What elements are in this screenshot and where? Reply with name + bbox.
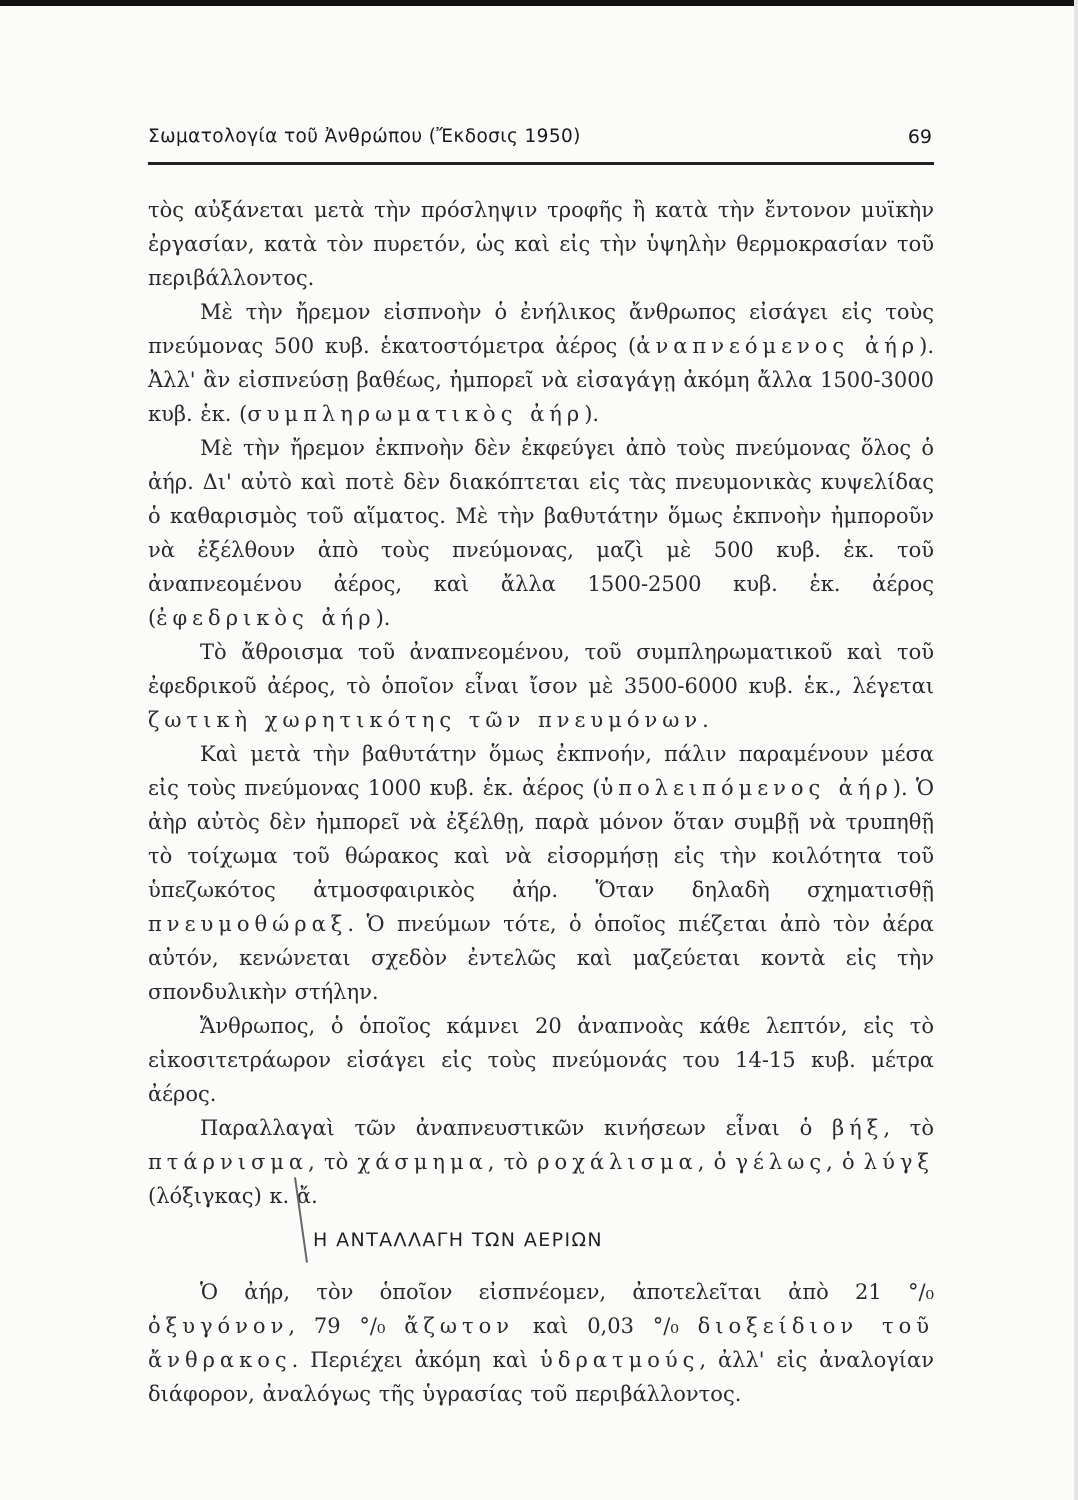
term-hiccup: λύγξ [863,1150,934,1174]
paragraph-vital-capacity: Τὸ ἄθροισμα τοῦ ἀναπνεομένου, τοῦ συμπληρωματικοῦ καὶ τοῦ ἐφεδρικοῦ ἀέρος, τὸ ὁποῖον εἶναι ἴσον μὲ 3500-6000 κυβ. ἑκ., λέγεται ζωτικὴ χωρητικότης τῶν πνευμόνων. [148,640,934,732]
term-yawn: χάσμημα [357,1150,488,1174]
paragraph-daily-volume: Ἄνθρωπος, ὁ ὁποῖος κάμνει 20 ἀναπνοὰς κάθε λεπτόν, εἰς τὸ εἰκοσιτετράωρον εἰσάγει εἰς τοὺς πνεύμονάς του 14-15 κυβ. μέτρα ἀέρος. [148,1014,934,1106]
paragraph-residual-air: Καὶ μετὰ τὴν βαθυτάτην ὅμως ἐκπνοήν, πάλιν παραμένουν μέσα εἰς τοὺς πνεύμονας 1000 κυβ. ἑκ. ἀέρος (ὑπολειπόμενος ἀήρ). Ὁ ἀὴρ αὐτὸς δὲν ἠμπορεῖ νὰ ἐξέλθῃ, παρὰ μόνον ὅταν συμβῇ νὰ τρυπηθῇ τὸ τοίχωμα τοῦ θώρακος καὶ νὰ εἰσορμήσῃ εἰς τὴν κοιλότητα τοῦ ὑπεζωκότος ἀτμοσφαιρικὸς ἀήρ. Ὅταν δηλαδὴ σχηματισθῇ πνευμοθώραξ. Ὁ πνεύμων τότε, ὁ ὁποῖος πιέζεται ἀπὸ τὸν ἀέρα αὐτόν, κενώνεται σχεδὸν ἐντελῶς καὶ μαζεύεται κοντὰ εἰς τὴν σπονδυλικὴν στήλην. [148,742,935,1004]
term-snore: ροχάλισμα [537,1150,698,1174]
term-cough: βήξ [832,1116,884,1140]
page-top-edge [0,0,1078,6]
term-tidal-air: ἀναπνεόμενος ἀήρ [636,334,920,358]
paragraph-exhalation: Μὲ τὴν ἤρεμον ἐκπνοὴν δὲν ἐκφεύγει ἀπὸ τοὺς πνεύμονας ὅλος ὁ ἀήρ. Δι' αὐτὸ καὶ ποτὲ δὲν διακόπτεται εἰς τὰς πνευμονικὰς κυψελίδας ὁ καθαρισμὸς τοῦ αἵματος. Μὲ τὴν βαθυτάτην ὅμως ἐκπνοὴν ἠμποροῦν νὰ ἐξέλθουν ἀπὸ τοὺς πνεύμονας, μαζὶ μὲ 500 κυβ. ἑκ. τοῦ ἀναπνεομένου ἀέρος, καὶ ἄλλα 1500-2500 κυβ. ἑκ. ἀέρος (ἐφεδρικὸς ἀήρ). [148,436,934,630]
section-heading: Η ΑΝΤΑΛΛΑΓΗ ΤΩΝ ΑΕΡΙΩΝ [313,1229,604,1251]
term-laugh: γέλως [735,1150,827,1174]
term-nitrogen: ἄζωτον [404,1314,514,1338]
section-heading-block [148,1221,934,1269]
term-carbon-dioxide: διοξείδιον τοῦ ἄνθρακος [148,1314,934,1372]
paragraph-variations: Παραλλαγαὶ τῶν ἀναπνευστικῶν κινήσεων εἶναι ὁ βήξ, τὸ πτάρνισμα, τὸ χάσμημα, τὸ ροχάλισμα, ὁ γέλως, ὁ λύγξ (λόξιγκας) κ. ἄ. [148,1116,934,1208]
page-body [148,193,934,1411]
term-vital-capacity: ζωτικὴ χωρητικότης τῶν πνευμόνων [148,708,703,732]
term-reserve-air: ἐφεδρικὸς ἀήρ [156,606,376,630]
term-oxygen: ὀξυγόνον [148,1314,289,1338]
term-residual-air: ὑπολειπόμενος ἀήρ [600,776,893,800]
paragraph-air-composition: Ὁ ἀήρ, τὸν ὁποῖον εἰσπνέομεν, ἀποτελεῖται ἀπὸ 21 °/₀ ὀξυγόνον, 79 °/₀ ἄζωτον καὶ 0,03 °/₀ διοξείδιον τοῦ ἄνθρακος. Περιέχει ἀκόμη καὶ ὑδρατμούς, ἀλλ' εἰς ἀναλογίαν διάφορον, ἀναλόγως τῆς ὑγρασίας τοῦ περιβάλλοντος. [148,1280,934,1406]
paragraph-continuation: τὸς αὐξάνεται μετὰ τὴν πρόσληψιν τροφῆς ἢ κατὰ τὴν ἔντονον μυϊκὴν ἐργασίαν, κατὰ τὸν πυρετόν, ὡς καὶ εἰς τὴν ὑψηλὴν θερμοκρασίαν τοῦ περιβάλλοντος. [148,198,934,290]
paragraph-inhalation: Μὲ τὴν ἤρεμον εἰσπνοὴν ὁ ἐνήλικος ἄνθρωπος εἰσάγει εἰς τοὺς πνεύμονας 500 κυβ. ἑκατοστόμετρα ἀέρος (ἀναπνεόμενος ἀήρ). Ἀλλ' ἂν εἰσπνεύσῃ βαθέως, ἠμπορεῖ νὰ εἰσαγάγῃ ἀκόμη ἄλλα 1500-3000 κυβ. ἑκ. (συμπληρωματικὸς ἀήρ). [148,300,934,426]
page-number: 69 [907,126,932,148]
running-title: Σωματολογία τοῦ Ἀνθρώπου (Ἔκδοσις 1950) [148,126,581,147]
term-complemental-air: συμπληρωματικὸς ἀήρ [247,402,585,426]
running-header [148,122,934,165]
term-water-vapor: ὑδρατμούς [540,1348,700,1372]
page-right-edge [1074,0,1078,1500]
term-pneumothorax: πνευμοθώραξ [148,912,348,936]
term-sneeze: πτάρνισμα [148,1150,309,1174]
